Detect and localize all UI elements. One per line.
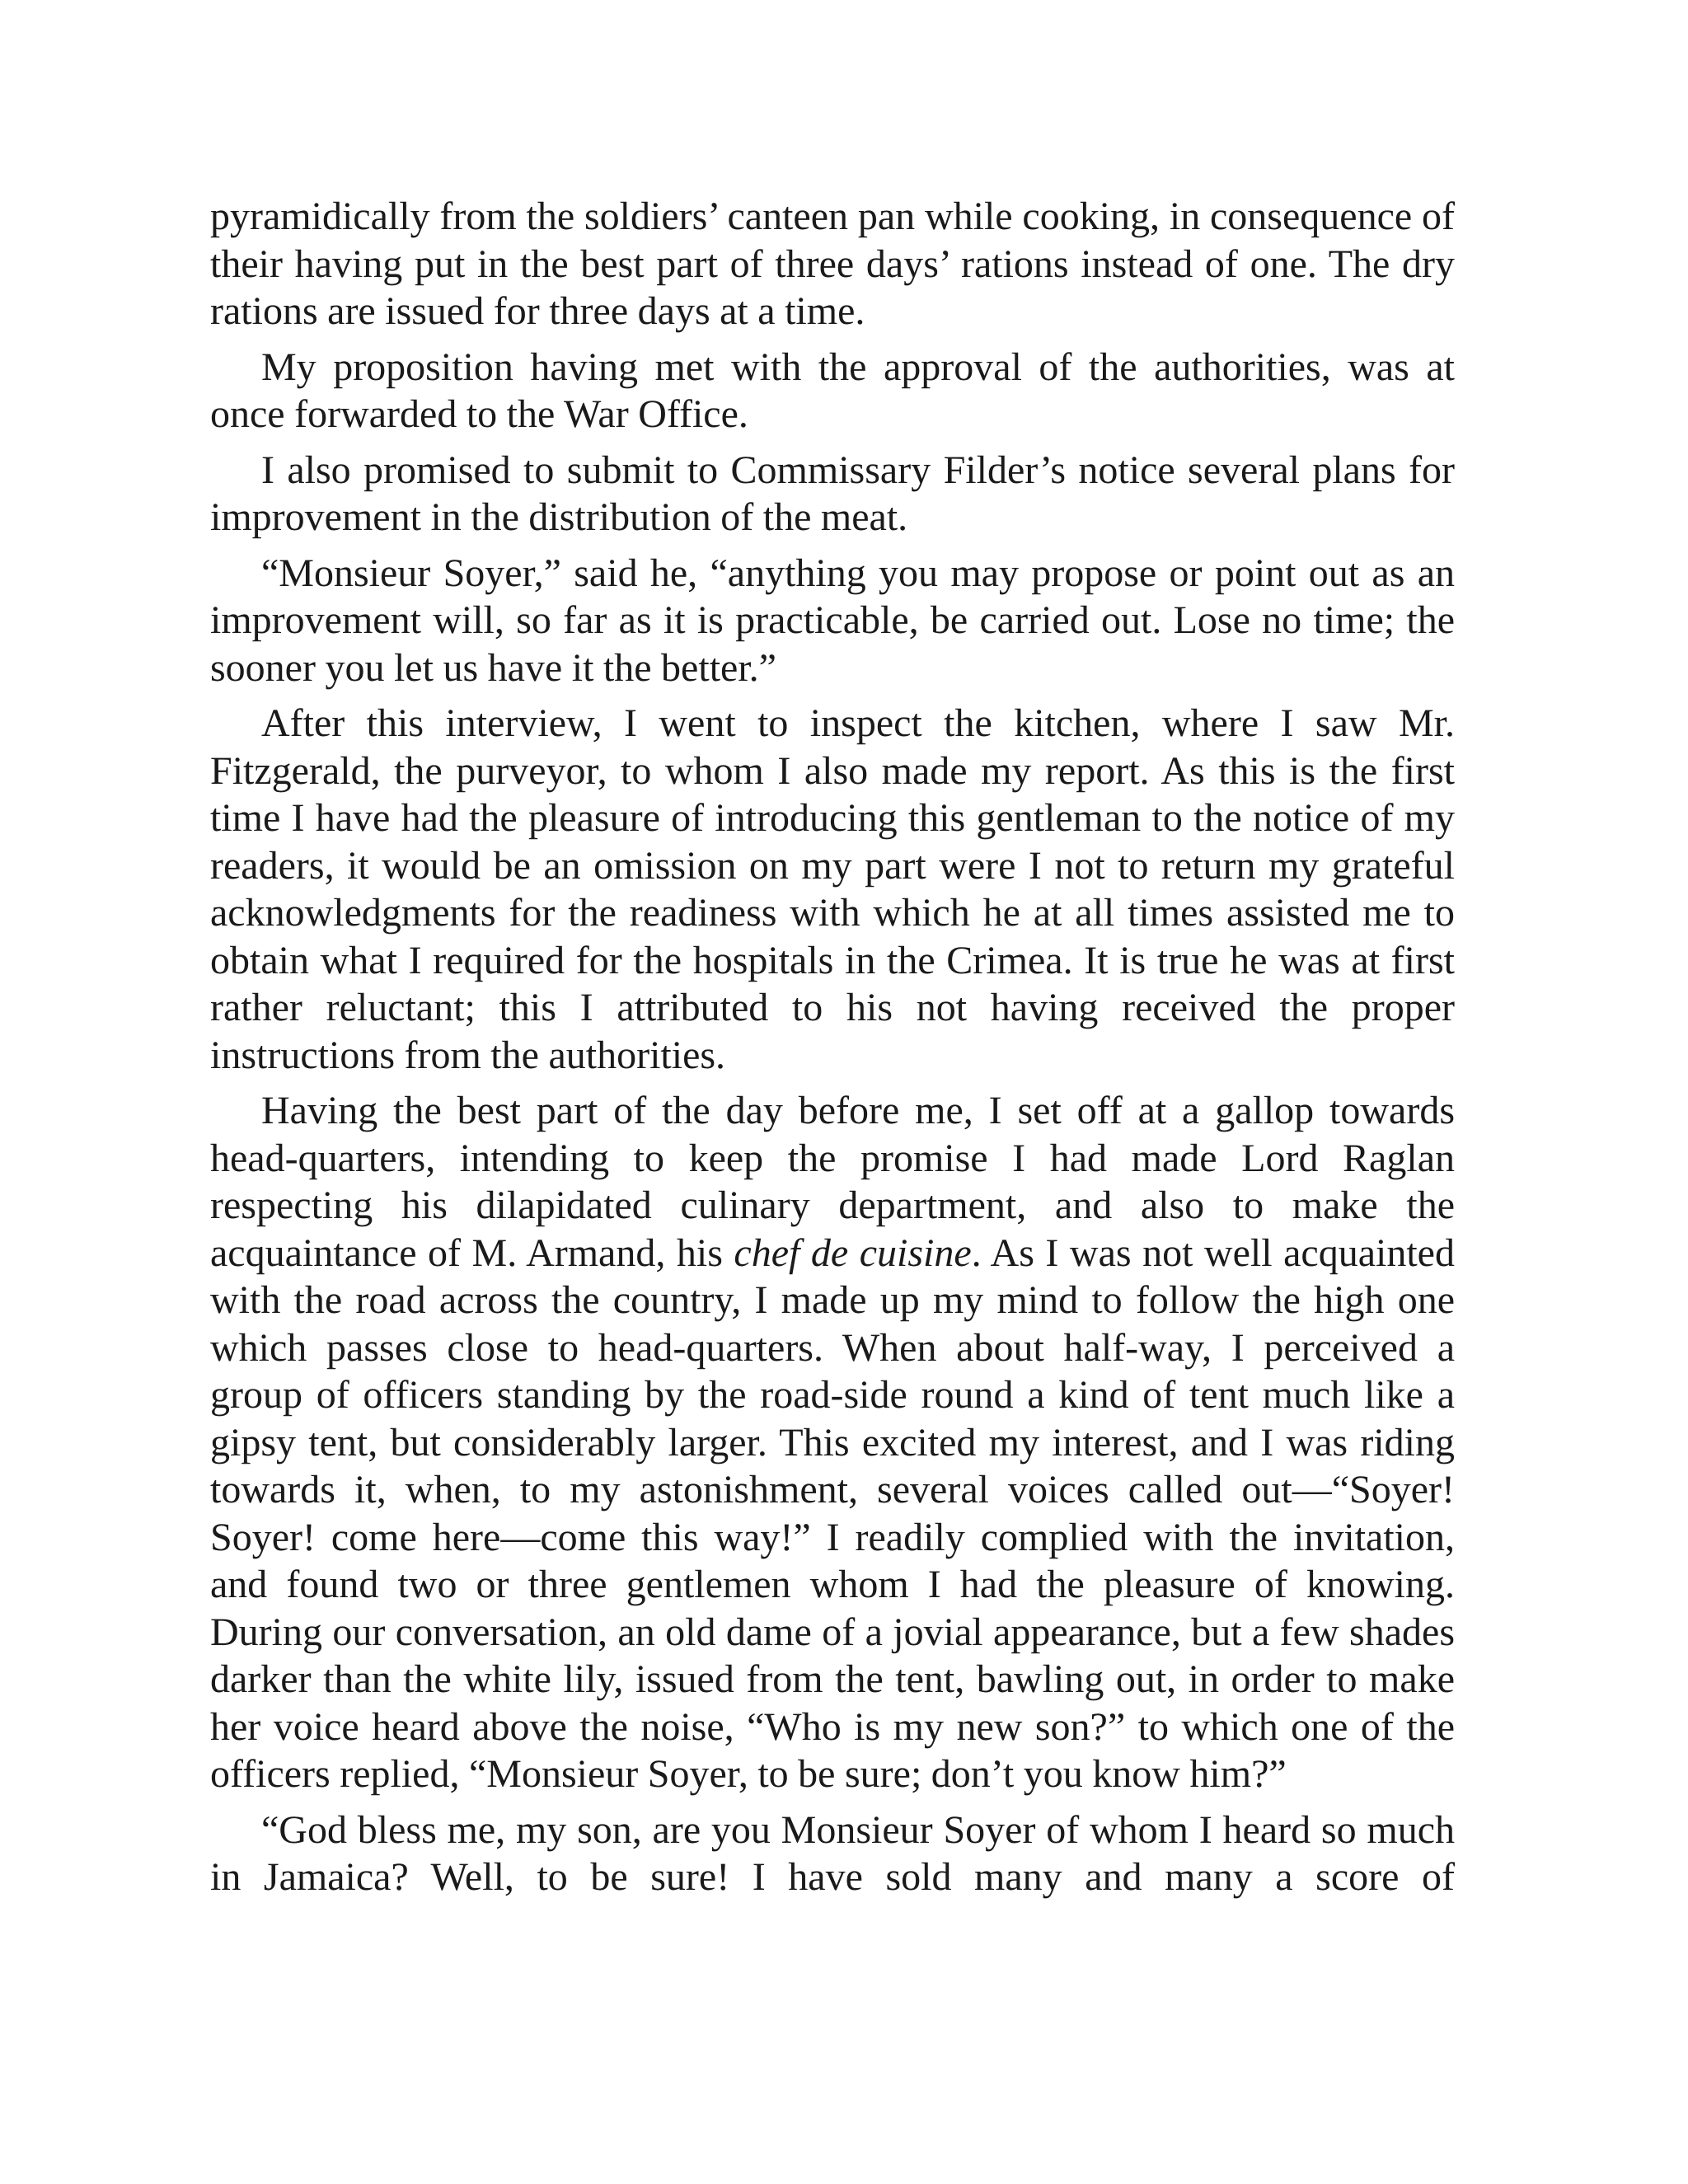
paragraph-6-italic-phrase: chef de cuisine: [734, 1230, 972, 1275]
paragraph-6-text-after: . As I was not well acquainted with the road across the country, I made up my mind to follow the high one which passes close to head-quarters. When about half-way, I perceived a group of officers standing by the road-side round a kind of tent much like a gipsy tent, but considerably larger. This excited my interest, and I was riding towards it, when, to my astonishment, several voices called out—“Soyer! Soyer! come here—come this way!” I readily complied with the invitation, and found two or three gentlemen whom I had the pleasure of knowing. During our conversation, an old dame of a jovial appearance, but a few shades darker than the white lily, issued from the tent, bawling out, in order to make her voice heard above the noise, “Who is my new son?” to which one of the officers replied, “Monsieur Soyer, to be sure; don’t you know him?”: [210, 1230, 1455, 1796]
paragraph-3: I also promised to submit to Commissary Filder’s notice several plans for improvement in the distribution of the meat.: [210, 448, 1455, 539]
paragraph-4: “Monsieur Soyer,” said he, “anything you may propose or point out as an improvement will, so far as it is practicable, be carried out. Lose no time; the sooner you let us have it the better.”: [210, 551, 1455, 690]
paragraph-1: pyramidically from the soldiers’ canteen pan while cooking, in consequence of their having put in the best part of three days’ rations instead of one. The dry rations are issued for three days at a time.: [210, 194, 1455, 333]
paragraph-7: “God bless me, my son, are you Monsieur Soyer of whom I heard so much in Jamaica? Well, to be sure! I have sold many and many a score of: [210, 1807, 1455, 1899]
book-page-body: [210, 193, 1455, 1910]
paragraph-6-text-before: Having the best part of the day before me, I set off at a gallop towards head-quarters, intending to keep the promise I had made Lord Raglan respecting his dilapidated culinary department, and also to make the acquaintance of M. Armand, his: [210, 1089, 1455, 1275]
paragraph-2: My proposition having met with the approval of the authorities, was at once forwarded to the War Office.: [210, 344, 1455, 436]
paragraph-6: [210, 1087, 1455, 1798]
paragraph-5: After this interview, I went to inspect the kitchen, where I saw Mr. Fitzgerald, the purveyor, to whom I also made my report. As this is the first time I have had the pleasure of introducing this gentleman to the notice of my readers, it would be an omission on my part were I not to return my grateful acknowledgments for the readiness with which he at all times assisted me to obtain what I required for the hospitals in the Crimea. It is true he was at first rather reluctant; this I attributed to his not having received the proper instructions from the authorities.: [210, 701, 1455, 1077]
